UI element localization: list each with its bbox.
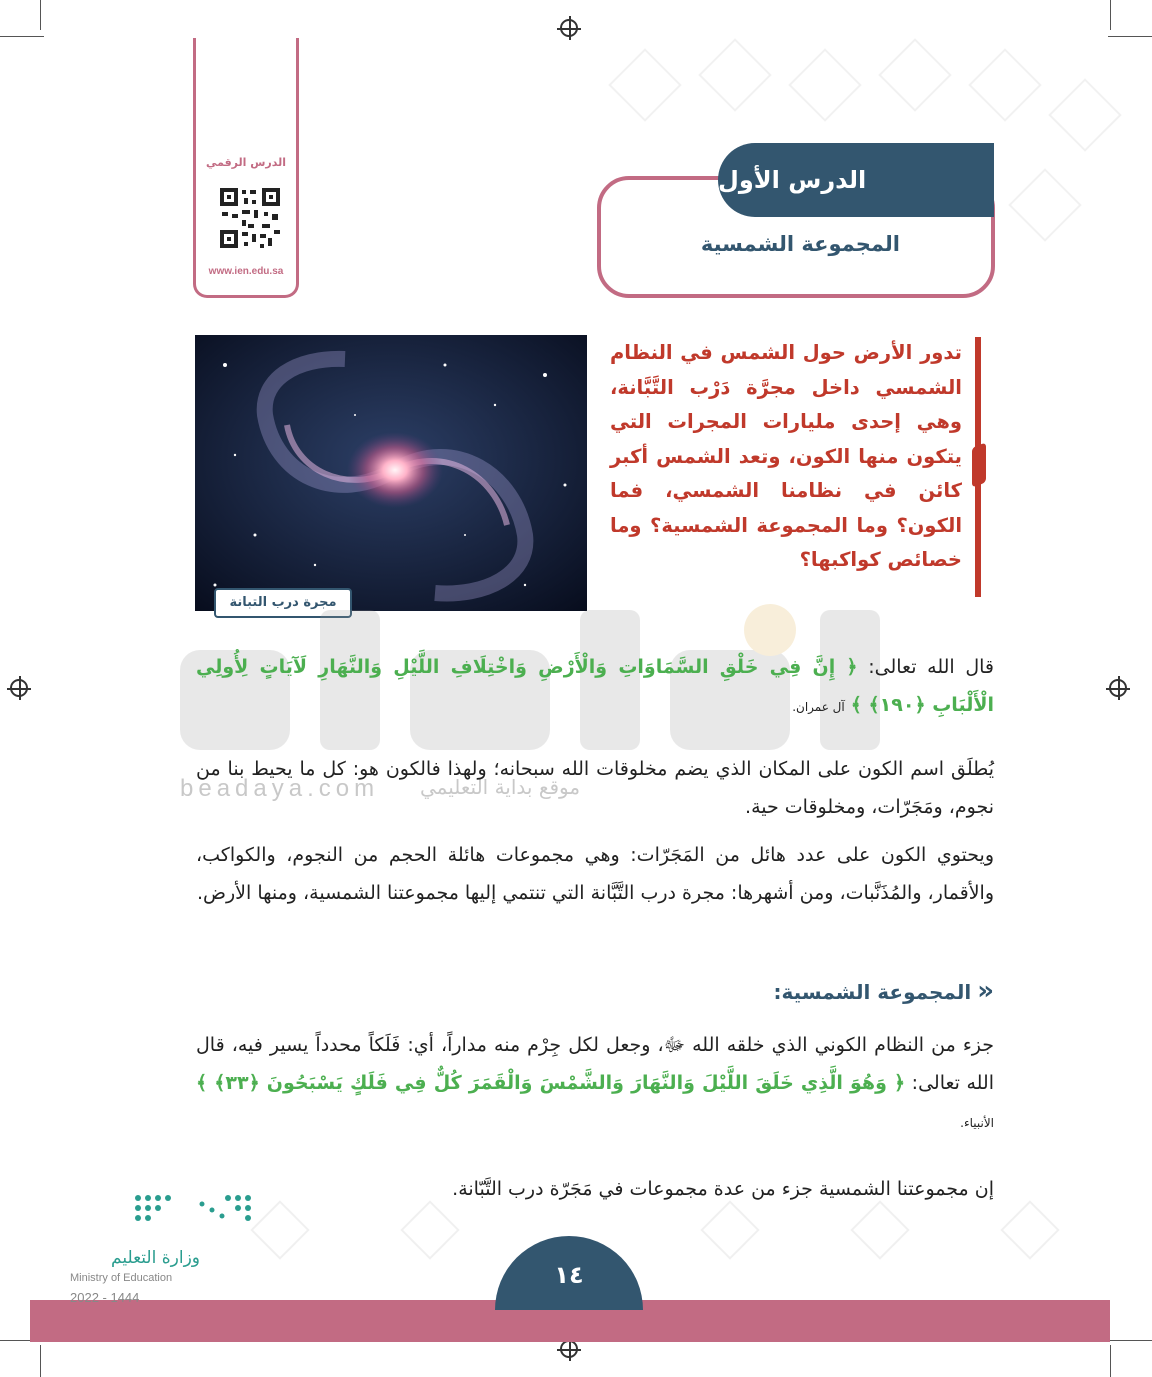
edition-year: 2022 - 1444	[70, 1290, 140, 1305]
universe-definition-paragraph: يُطلَق اسم الكون على المكان الذي يضم مخلوقات الله سبحانه؛ ولهذا فالكون هو: كل ما يحيط بنا من نجوم، ومَجَرّات، ومخلوقات حية.	[196, 758, 994, 818]
galaxy-image	[195, 335, 587, 611]
crop-mark	[1108, 1340, 1152, 1341]
registration-mark-icon	[1109, 679, 1127, 697]
image-caption: مجرة درب التبانة	[214, 588, 352, 618]
chevron-icon: «	[977, 976, 994, 1006]
intro-text: تدور الأرض حول الشمس في النظام الشمسي داخل مجرَّة دَرْب التَّبَّانة، وهي إحدى مليارات المجرات التي يتكون منها الكون، وتعد الشمس أكبر كائن في نظامنا الشمسي، فما الكون؟ وما المجموعة الشمسية؟ وما خصائص كواكبها؟	[610, 341, 962, 571]
registration-mark-icon	[10, 679, 28, 697]
closing-paragraph: إن مجموعتنا الشمسية جزء من عدة مجموعات في مَجَرّة درب التَّبّانة.	[452, 1178, 994, 1200]
registration-mark-icon	[560, 1340, 578, 1358]
question-mark-icon	[972, 442, 986, 487]
crop-mark	[40, 0, 41, 30]
ministry-name-arabic: وزارة التعليم	[111, 1248, 200, 1268]
crop-mark	[0, 36, 44, 37]
lesson-number-badge: الدرس الأول	[718, 143, 994, 217]
digital-lesson-box[interactable]	[193, 38, 299, 298]
quran-verse: ﴿ وَهُوَ الَّذِي خَلَقَ اللَّيْلَ وَالنَّهَارَ وَالشَّمْسَ وَالْقَمَرَ كُلٌّ فِي فَلَكٍ يَسْبَحُونَ ﴿٣٣﴾ ﴾	[196, 1072, 906, 1094]
section-heading-text: المجموعة الشمسية:	[773, 980, 972, 1004]
verse-source: الأنبياء.	[960, 1116, 994, 1130]
verse-paragraph-1	[196, 648, 994, 726]
qr-code-icon[interactable]	[218, 186, 282, 250]
crop-mark	[40, 1345, 41, 1377]
crop-mark	[1110, 1345, 1111, 1377]
watermark-url: beadaya.com	[180, 775, 380, 802]
galaxies-paragraph: ويحتوي الكون على عدد هائل من المَجَرّات: وهي مجموعات هائلة الحجم من النجوم، والكواكب، والأقمار، والمُذَنَّبات، ومن أشهرها: مجرة درب التَّبَّانة التي تنتمي إليها مجموعتنا الشمسية، ومنها الأرض.	[196, 844, 994, 904]
ministry-name-english: Ministry of Education	[70, 1272, 173, 1284]
digital-lesson-label: الدرس الرقمي	[205, 156, 287, 169]
page-number: ١٤	[495, 1236, 643, 1310]
digital-lesson-url[interactable]: www.ien.edu.sa	[208, 266, 284, 277]
quran-verse: ﴿ إِنَّ فِي خَلْقِ السَّمَاوَاتِ وَالْأَرْضِ وَاخْتِلَافِ اللَّيْلِ وَالنَّهَارِ لَآيَاتٍ لِأُولِي الْأَلْبَابِ ﴿١٩٠﴾ ﴾	[196, 656, 994, 716]
ministry-logo-icon	[132, 1192, 260, 1228]
paragraph-lead: جزء من النظام الكوني الذي خلقه الله ﷻ، وجعل لكل جِرْم منه مداراً، أي: فَلَكاً محدداً يسير فيه، قال الله تعالى:	[196, 1034, 994, 1094]
verse-lead: قال الله تعالى:	[857, 656, 995, 678]
solar-system-paragraph	[196, 1026, 994, 1142]
watermark-subtitle: موقع بداية التعليمي	[420, 775, 581, 799]
lesson-title: المجموعة الشمسية	[700, 232, 900, 256]
verse-source: آل عمران.	[792, 700, 845, 714]
section-heading	[700, 976, 994, 1006]
crop-mark	[1110, 0, 1111, 30]
